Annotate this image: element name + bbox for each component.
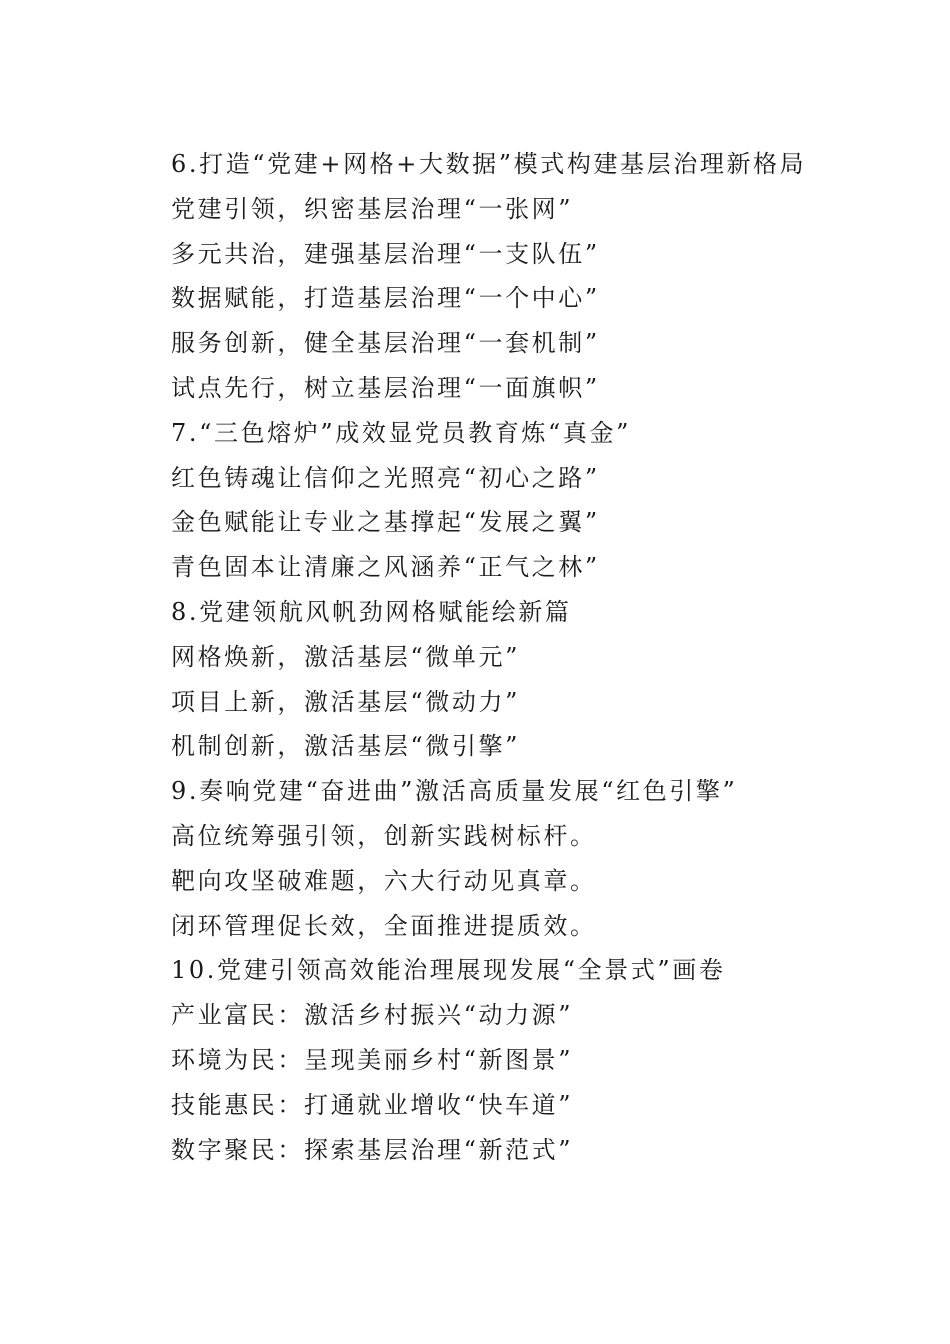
- heading-9: 9.奏响党建“奋进曲”激活高质量发展“红色引擎”: [171, 777, 738, 806]
- document-body: [171, 142, 891, 1172]
- heading-8: 8.党建领航风帆劲网格赋能绘新篇: [171, 597, 572, 626]
- text-line: 数字聚民：探索基层治理“新范式”: [171, 1135, 574, 1164]
- text-line: 产业富民：激活乡村振兴“动力源”: [171, 1001, 574, 1030]
- text-line: 闭环管理促长效，全面推进提质效。: [171, 911, 597, 940]
- text-line: 环境为民：呈现美丽乡村“新图景”: [171, 1045, 574, 1074]
- text-line: 试点先行，树立基层治理“一面旗帜”: [171, 373, 600, 402]
- text-line: 多元共治，建强基层治理“一支队伍”: [171, 239, 600, 268]
- text-line: 高位统筹强引领，创新实践树标杆。: [171, 821, 597, 850]
- text-line: 服务创新，健全基层治理“一套机制”: [171, 329, 600, 358]
- text-line: 网格焕新，激活基层“微单元”: [171, 642, 520, 671]
- text-line: 党建引领，织密基层治理“一张网”: [171, 194, 574, 223]
- text-line: 技能惠民：打通就业增收“快车道”: [171, 1090, 574, 1119]
- heading-10: 10.党建引领高效能治理展现发展“全景式”画卷: [171, 956, 726, 985]
- text-line: 机制创新，激活基层“微引擎”: [171, 732, 520, 761]
- heading-7: 7.“三色熔炉”成效显党员教育炼“真金”: [171, 418, 631, 447]
- text-line: 青色固本让清廉之风涵养“正气之林”: [171, 553, 600, 582]
- heading-6: 6.打造“党建+网格+大数据”模式构建基层治理新格局: [171, 150, 807, 178]
- text-line: 金色赋能让专业之基撑起“发展之翼”: [171, 508, 600, 537]
- text-line: 数据赋能，打造基层治理“一个中心”: [171, 284, 600, 313]
- text-line: 红色铸魂让信仰之光照亮“初心之路”: [171, 463, 600, 492]
- text-line: 项目上新，激活基层“微动力”: [171, 687, 520, 716]
- text-line: 靶向攻坚破难题，六大行动见真章。: [171, 866, 597, 895]
